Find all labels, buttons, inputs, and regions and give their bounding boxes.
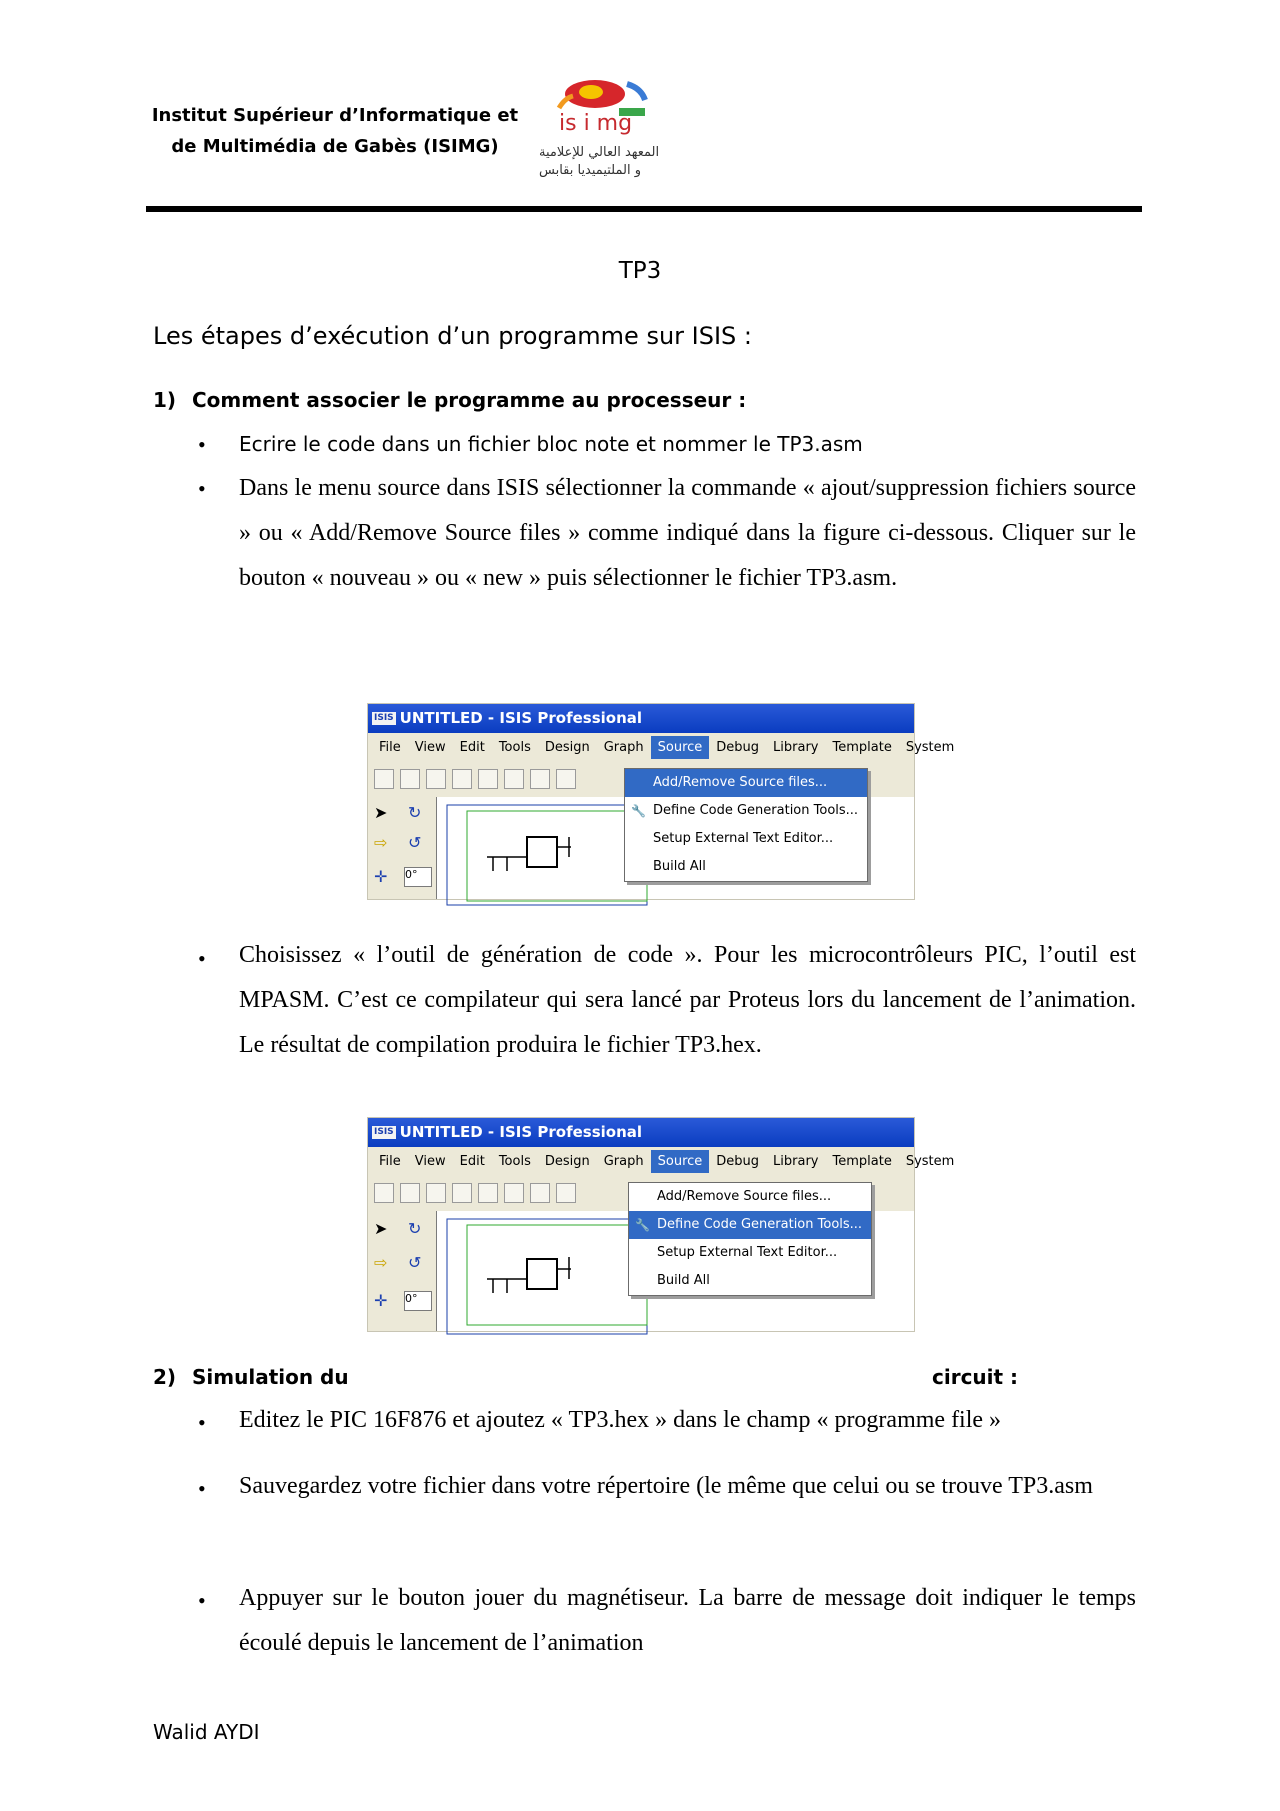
isis-app-icon: ISIS bbox=[374, 1127, 394, 1137]
menu-bar bbox=[368, 1147, 955, 1175]
isis-app-icon: ISIS bbox=[374, 713, 394, 723]
isimg-logo-graphic bbox=[535, 78, 695, 183]
section-1-number: 1) bbox=[153, 388, 177, 412]
save-icon[interactable] bbox=[426, 1183, 446, 1203]
institute-line-1: Institut Supérieur d’Informatique et bbox=[151, 105, 519, 126]
section-2-number: 2) bbox=[153, 1365, 177, 1389]
isimg-logo bbox=[535, 78, 695, 183]
menu-library[interactable]: Library bbox=[773, 739, 819, 755]
open-folder-icon[interactable] bbox=[400, 769, 420, 789]
print-area-icon[interactable] bbox=[530, 1183, 550, 1203]
bullet-icon: • bbox=[198, 432, 206, 457]
junction-icon[interactable]: ✛ bbox=[374, 1291, 388, 1310]
setup-external-text-editor-item[interactable]: Setup External Text Editor... bbox=[653, 831, 834, 846]
bullet-icon: • bbox=[198, 946, 206, 971]
menu-system[interactable]: System bbox=[905, 739, 955, 755]
menu-bar bbox=[368, 733, 955, 761]
junction-icon[interactable]: ✛ bbox=[374, 867, 388, 886]
define-code-generation-tools-item[interactable]: 🔧 Define Code Generation Tools... bbox=[625, 797, 867, 825]
source-menu-dropdown bbox=[628, 1182, 872, 1296]
section-2-bullet-2: Sauvegardez votre fichier dans votre répertoire (le même que celui ou se trouve TP3.asm bbox=[239, 1473, 1093, 1499]
menu-design[interactable]: Design bbox=[544, 1153, 590, 1169]
institute-line-2: de Multimédia de Gabès (ISIMG) bbox=[171, 136, 499, 157]
menu-tools[interactable]: Tools bbox=[498, 1153, 531, 1169]
build-all-item[interactable]: Build All bbox=[657, 1273, 710, 1288]
bullet-icon: • bbox=[198, 1476, 206, 1501]
section-1-bullet-3: Choisissez « l’outil de génération de code ». Pour les microcontrôleurs PIC, l’outil est MPASM. C’est ce compilateur qui sera lancé par Proteus lors du lancement de l’animation. Le résultat de compilation produira le fichier TP3.hex. bbox=[239, 942, 1136, 1058]
menu-design[interactable]: Design bbox=[544, 739, 590, 755]
window-title: UNTITLED - ISIS Professional bbox=[399, 1123, 643, 1141]
section-2-heading-word-3: circuit : bbox=[932, 1365, 1019, 1389]
open-folder-icon[interactable] bbox=[400, 1183, 420, 1203]
footer-author: Walid AYDI bbox=[153, 1720, 260, 1744]
refresh-icon[interactable] bbox=[556, 1183, 576, 1203]
rotation-field[interactable]: 0° bbox=[404, 1291, 432, 1311]
left-toolbar bbox=[368, 1211, 436, 1331]
menu-template[interactable]: Template bbox=[832, 1153, 892, 1169]
section-1-heading: Comment associer le programme au processeur : bbox=[192, 388, 747, 412]
header-divider bbox=[146, 206, 1142, 212]
source-menu-dropdown bbox=[624, 768, 868, 882]
menu-edit[interactable]: Edit bbox=[459, 1153, 485, 1169]
institute-name bbox=[150, 100, 520, 162]
logo-arabic-line-1: المعهد العالي للإعلامية bbox=[539, 145, 660, 160]
menu-graph[interactable]: Graph bbox=[603, 739, 644, 755]
bullet-icon: • bbox=[198, 1588, 206, 1613]
menu-debug[interactable]: Debug bbox=[716, 739, 760, 755]
page-subtitle: Les étapes d’exécution d’un programme sur ISIS : bbox=[153, 322, 752, 350]
bullet-icon: • bbox=[198, 1410, 206, 1435]
logo-arabic-line-2: و الملتيميديا بقابس bbox=[539, 163, 641, 178]
page-title: TP3 bbox=[618, 258, 662, 284]
section-2-heading-word-1: Simulation bbox=[192, 1365, 314, 1389]
rotation-field[interactable]: 0° bbox=[404, 867, 432, 887]
import-icon[interactable] bbox=[452, 1183, 472, 1203]
print-icon[interactable] bbox=[504, 1183, 524, 1203]
menu-tools[interactable]: Tools bbox=[498, 739, 531, 755]
add-remove-source-files-item[interactable]: Add/Remove Source files... bbox=[625, 769, 867, 797]
menu-file[interactable]: File bbox=[379, 1153, 401, 1169]
component-icon[interactable]: ⇨ bbox=[374, 1253, 388, 1272]
window-titlebar bbox=[368, 704, 914, 733]
define-code-generation-tools-item[interactable]: 🔧 Define Code Generation Tools... bbox=[629, 1211, 871, 1239]
build-all-item[interactable]: Build All bbox=[653, 859, 706, 874]
setup-external-text-editor-item[interactable]: Setup External Text Editor... bbox=[657, 1245, 838, 1260]
add-remove-source-files-item[interactable]: Add/Remove Source files... bbox=[657, 1189, 832, 1204]
rotate-ccw-icon[interactable]: ↺ bbox=[408, 833, 422, 852]
print-icon[interactable] bbox=[504, 769, 524, 789]
bullet-icon: • bbox=[198, 476, 206, 501]
window-title: UNTITLED - ISIS Professional bbox=[399, 709, 643, 727]
menu-source[interactable]: Source bbox=[651, 1150, 710, 1173]
section-2-bullet-3: Appuyer sur le bouton jouer du magnétiseur. La barre de message doit indiquer le temps écoulé depuis le lancement de l’animation bbox=[239, 1585, 1136, 1656]
left-toolbar bbox=[368, 797, 436, 899]
menu-source[interactable]: Source bbox=[651, 736, 710, 759]
section-1-bullet-2: Dans le menu source dans ISIS sélectionner la commande « ajout/suppression fichiers source » ou « Add/Remove Source files » comme indiqué dans la figure ci-dessous. Cliquer sur le bouton « nouveau » ou « new » puis sélectionner le fichier TP3.asm. bbox=[239, 475, 1136, 591]
section-2-bullet-1: Editez le PIC 16F876 et ajoutez « TP3.hex » dans le champ « programme file » bbox=[239, 1407, 1002, 1433]
window-titlebar bbox=[368, 1118, 914, 1147]
rotate-ccw-icon[interactable]: ↺ bbox=[408, 1253, 422, 1272]
menu-file[interactable]: File bbox=[379, 739, 401, 755]
import-icon[interactable] bbox=[452, 769, 472, 789]
section-1-bullet-1: Ecrire le code dans un fichier bloc note et nommer le TP3.asm bbox=[239, 432, 863, 456]
section-2-heading-word-2: du bbox=[320, 1365, 349, 1389]
component-icon[interactable]: ⇨ bbox=[374, 833, 388, 852]
refresh-icon[interactable] bbox=[556, 769, 576, 789]
menu-view[interactable]: View bbox=[414, 1153, 446, 1169]
menu-system[interactable]: System bbox=[905, 1153, 955, 1169]
menu-edit[interactable]: Edit bbox=[459, 739, 485, 755]
export-icon[interactable] bbox=[478, 1183, 498, 1203]
menu-debug[interactable]: Debug bbox=[716, 1153, 760, 1169]
rotate-cw-icon[interactable]: ↻ bbox=[408, 803, 422, 822]
select-arrow-icon[interactable]: ➤ bbox=[374, 803, 388, 822]
rotate-cw-icon[interactable]: ↻ bbox=[408, 1219, 422, 1238]
menu-library[interactable]: Library bbox=[773, 1153, 819, 1169]
select-arrow-icon[interactable]: ➤ bbox=[374, 1219, 388, 1238]
new-file-icon[interactable] bbox=[374, 769, 394, 789]
menu-view[interactable]: View bbox=[414, 739, 446, 755]
save-icon[interactable] bbox=[426, 769, 446, 789]
isis-screenshot-1 bbox=[367, 703, 955, 900]
menu-template[interactable]: Template bbox=[832, 739, 892, 755]
isis-screenshot-2 bbox=[367, 1117, 955, 1332]
new-file-icon[interactable] bbox=[374, 1183, 394, 1203]
print-area-icon[interactable] bbox=[530, 769, 550, 789]
logo-latin-text: is i mg bbox=[559, 111, 633, 136]
menu-graph[interactable]: Graph bbox=[603, 1153, 644, 1169]
export-icon[interactable] bbox=[478, 769, 498, 789]
